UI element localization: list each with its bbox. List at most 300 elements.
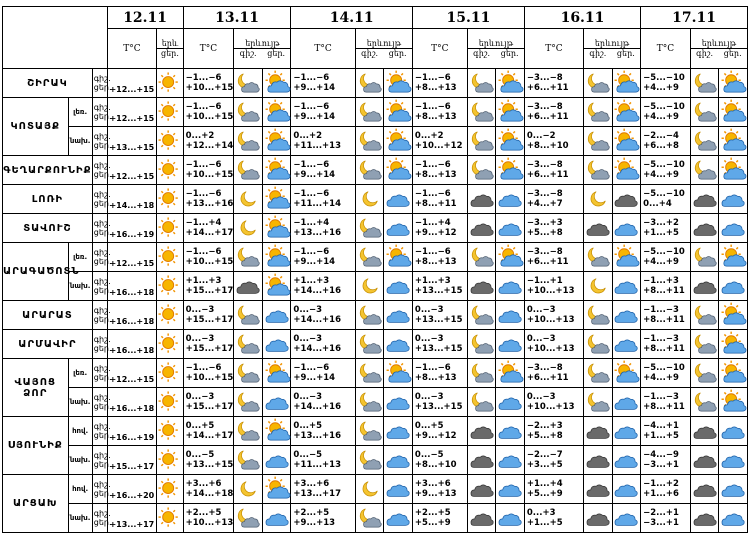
temp-value: −1...+2 +1...+6	[641, 475, 691, 504]
moon-cloud-icon	[234, 98, 263, 127]
region-name: ԱՐԱՐԱՏ	[3, 301, 93, 330]
temp-value: −3...+2 +1...+5	[641, 214, 691, 243]
temp-value: 0...+5 +14...+17	[183, 417, 234, 446]
blue-cloud-icon	[496, 446, 525, 475]
moon-cloud-icon	[467, 243, 496, 272]
region-name: ԿՈՏԱՅՔ	[3, 98, 69, 156]
blue-cloud-icon	[612, 214, 641, 243]
moon-cloud-icon	[355, 446, 384, 475]
moon-cloud-icon	[355, 417, 384, 446]
dark-cloud-icon	[690, 446, 719, 475]
forecast-row	[3, 98, 748, 127]
blue-cloud-icon	[719, 185, 748, 214]
blue-cloud-icon	[262, 330, 291, 359]
blue-cloud-icon	[719, 214, 748, 243]
temp-value: +14...+18	[107, 185, 157, 214]
moon-icon	[355, 185, 384, 214]
blue-cloud-icon	[262, 388, 291, 417]
sun-cloud-icon	[612, 156, 641, 185]
forecast-row	[3, 359, 748, 388]
zone-label: լեռ.	[68, 243, 92, 272]
temp-value: +12...+15	[107, 98, 157, 127]
region-name: ԱՐՑԱԽ	[3, 475, 69, 533]
sun-cloud-icon	[262, 359, 291, 388]
temp-value: −1...−3 +8...+11	[641, 330, 691, 359]
temp-value: 0...+2 +11...+13	[291, 127, 355, 156]
period-label: գիշ. ցեր.	[92, 127, 107, 156]
temp-value: −1...+4 +14...+17	[183, 214, 234, 243]
temp-value: 0...−3 +15...+17	[183, 301, 234, 330]
period-label: գիշ. ցեր.	[92, 446, 107, 475]
forecast-row	[3, 330, 748, 359]
zone-label: նախ.	[68, 272, 92, 301]
period-label: գիշ. ցեր.	[92, 359, 107, 388]
temp-value: −1...−6 +10...+15	[183, 69, 234, 98]
moon-icon	[355, 475, 384, 504]
moon-cloud-icon	[690, 98, 719, 127]
zone-label: հով.	[68, 475, 92, 504]
moon-cloud-icon	[234, 243, 263, 272]
sun-cloud-icon	[262, 417, 291, 446]
moon-cloud-icon	[355, 127, 384, 156]
sun-cloud-icon	[719, 127, 748, 156]
moon-cloud-icon	[234, 504, 263, 533]
temp-value: −5...−10 +4...+9	[641, 69, 691, 98]
sun-cloud-icon	[496, 98, 525, 127]
moon-cloud-icon	[584, 330, 613, 359]
dark-cloud-icon	[690, 185, 719, 214]
temp-value: −1...−6 +8...+13	[412, 98, 467, 127]
moon-cloud-icon	[355, 156, 384, 185]
sun-cloud-icon	[262, 98, 291, 127]
temp-value: −3...−8 +6...+11	[524, 359, 583, 388]
blue-cloud-icon	[496, 475, 525, 504]
temp-value: 0...−2 +8...+10	[524, 127, 583, 156]
temp-header: T°C	[524, 29, 583, 69]
blue-cloud-icon	[612, 388, 641, 417]
period-label: գիշ. ցեր.	[92, 330, 107, 359]
moon-cloud-icon	[690, 359, 719, 388]
temp-value: −1...+4 +9...+12	[412, 214, 467, 243]
sun-cloud-icon	[719, 359, 748, 388]
temp-value: −4...−9 −3...+1	[641, 446, 691, 475]
temp-value: −1...−6 +8...+11	[412, 185, 467, 214]
temp-value: +2...+5 +5...+9	[412, 504, 467, 533]
temp-value: 0...+3 +1...+5	[524, 504, 583, 533]
blue-cloud-icon	[719, 417, 748, 446]
temp-value: +1...+3 +14...+16	[291, 272, 355, 301]
forecast-row	[3, 127, 748, 156]
temp-value: +16...+18	[107, 301, 157, 330]
dark-cloud-icon	[584, 446, 613, 475]
blue-cloud-icon	[384, 446, 413, 475]
moon-cloud-icon	[584, 243, 613, 272]
blue-cloud-icon	[612, 330, 641, 359]
dark-cloud-icon	[234, 272, 263, 301]
temp-value: 0...−3 +14...+16	[291, 301, 355, 330]
sun-icon	[157, 127, 183, 156]
moon-cloud-icon	[584, 359, 613, 388]
forecast-table	[2, 6, 748, 533]
forecast-row	[3, 272, 748, 301]
temp-value: +12...+15	[107, 69, 157, 98]
corner-cell	[3, 7, 108, 69]
moon-cloud-icon	[467, 69, 496, 98]
dark-cloud-icon	[690, 417, 719, 446]
sun-icon	[157, 417, 183, 446]
period-label: գիշ. ցեր.	[92, 272, 107, 301]
temp-value: −3...+3 +5...+8	[524, 214, 583, 243]
blue-cloud-icon	[719, 446, 748, 475]
column-header-row	[3, 29, 748, 69]
sun-icon	[157, 359, 183, 388]
temp-value: +2...+5 +9...+13	[291, 504, 355, 533]
dark-cloud-icon	[690, 214, 719, 243]
blue-cloud-icon	[262, 446, 291, 475]
zone-label: հով.	[68, 417, 92, 446]
moon-cloud-icon	[355, 359, 384, 388]
temp-value: −1...−6 +10...+15	[183, 156, 234, 185]
temp-value: −1...−3 +8...+11	[641, 388, 691, 417]
forecast-row	[3, 214, 748, 243]
moon-cloud-icon	[234, 69, 263, 98]
sun-cloud-icon	[496, 127, 525, 156]
moon-cloud-icon	[690, 301, 719, 330]
moon-icon	[355, 272, 384, 301]
moon-cloud-icon	[584, 127, 613, 156]
blue-cloud-icon	[719, 475, 748, 504]
blue-cloud-icon	[384, 475, 413, 504]
moon-cloud-icon	[467, 156, 496, 185]
date-header: 17.11	[641, 7, 748, 29]
temp-value: 0...−3 +13...+15	[412, 301, 467, 330]
temp-value: 0...−3 +15...+17	[183, 330, 234, 359]
moon-icon	[584, 185, 613, 214]
dark-cloud-icon	[612, 185, 641, 214]
phenomenon-header: երև ցեր.	[157, 29, 183, 69]
moon-cloud-icon	[355, 388, 384, 417]
date-header-row	[3, 7, 748, 29]
temp-value: −3...−8 +6...+11	[524, 98, 583, 127]
blue-cloud-icon	[496, 301, 525, 330]
temp-value: −1...−6 +9...+14	[291, 359, 355, 388]
sun-icon	[157, 330, 183, 359]
sun-icon	[157, 475, 183, 504]
moon-cloud-icon	[584, 69, 613, 98]
temp-value: +12...+15	[107, 243, 157, 272]
phenomenon-header: երևույթ գիշ. ցեր.	[355, 29, 412, 69]
sun-cloud-icon	[262, 243, 291, 272]
period-label: գիշ. ցեր.	[92, 475, 107, 504]
moon-cloud-icon	[584, 301, 613, 330]
temp-value: 0...+2 +12...+14	[183, 127, 234, 156]
zone-label: լեռ.	[68, 98, 92, 127]
dark-cloud-icon	[467, 504, 496, 533]
moon-icon	[234, 185, 263, 214]
moon-cloud-icon	[690, 127, 719, 156]
temp-value: 0...−3 +14...+16	[291, 330, 355, 359]
temp-value: −3...−8 +4...+7	[524, 185, 583, 214]
sun-icon	[157, 214, 183, 243]
moon-cloud-icon	[234, 417, 263, 446]
sun-cloud-icon	[719, 330, 748, 359]
temp-value: −1...+3 +8...+11	[641, 272, 691, 301]
moon-cloud-icon	[234, 127, 263, 156]
moon-cloud-icon	[234, 330, 263, 359]
forecast-row	[3, 475, 748, 504]
temp-value: −3...−8 +6...+11	[524, 69, 583, 98]
temp-value: −1...−6 +9...+14	[291, 156, 355, 185]
zone-label: նախ.	[68, 446, 92, 475]
temp-value: +3...+6 +14...+18	[183, 475, 234, 504]
moon-cloud-icon	[234, 156, 263, 185]
moon-cloud-icon	[584, 156, 613, 185]
blue-cloud-icon	[496, 417, 525, 446]
temp-value: 0...−3 +13...+15	[412, 330, 467, 359]
sun-cloud-icon	[496, 156, 525, 185]
period-label: գիշ. ցեր.	[92, 243, 107, 272]
sun-cloud-icon	[262, 69, 291, 98]
sun-cloud-icon	[612, 98, 641, 127]
temp-value: +15...+17	[107, 446, 157, 475]
period-label: գիշ. ցեր.	[92, 504, 107, 533]
temp-value: −5...−10 +4...+9	[641, 359, 691, 388]
dark-cloud-icon	[467, 185, 496, 214]
moon-cloud-icon	[467, 388, 496, 417]
temp-value: −1...−6 +10...+15	[183, 98, 234, 127]
sun-icon	[157, 272, 183, 301]
sun-cloud-icon	[262, 272, 291, 301]
temp-value: +3...+6 +13...+17	[291, 475, 355, 504]
moon-cloud-icon	[355, 243, 384, 272]
dark-cloud-icon	[584, 475, 613, 504]
region-name: ՏԱՎՈՒՇ	[3, 214, 93, 243]
dark-cloud-icon	[467, 417, 496, 446]
sun-cloud-icon	[262, 127, 291, 156]
temp-value: −5...−10 0...+4	[641, 185, 691, 214]
moon-cloud-icon	[355, 214, 384, 243]
forecast-row	[3, 185, 748, 214]
period-label: գիշ. ցեր.	[92, 388, 107, 417]
sun-icon	[157, 185, 183, 214]
blue-cloud-icon	[496, 504, 525, 533]
dark-cloud-icon	[467, 475, 496, 504]
sun-icon	[157, 504, 183, 533]
temp-value: −1...+1 +10...+13	[524, 272, 583, 301]
sun-cloud-icon	[612, 359, 641, 388]
period-label: գիշ. ցեր.	[92, 156, 107, 185]
temp-value: −1...−6 +10...+15	[183, 243, 234, 272]
temp-value: 0...−3 +15...+17	[183, 388, 234, 417]
temp-value: 0...+2 +10...+12	[412, 127, 467, 156]
forecast-row	[3, 504, 748, 533]
phenomenon-header: երևույթ գիշ. ցեր.	[690, 29, 747, 69]
moon-cloud-icon	[234, 301, 263, 330]
temp-value: +16...+18	[107, 388, 157, 417]
sun-icon	[157, 446, 183, 475]
sun-cloud-icon	[719, 243, 748, 272]
zone-label: նախ.	[68, 504, 92, 533]
moon-cloud-icon	[355, 301, 384, 330]
moon-cloud-icon	[584, 388, 613, 417]
temp-value: −2...−7 +3...+5	[524, 446, 583, 475]
temp-value: +12...+15	[107, 156, 157, 185]
moon-cloud-icon	[355, 98, 384, 127]
phenomenon-header: երևույթ գիշ. ցեր.	[234, 29, 291, 69]
forecast-row	[3, 388, 748, 417]
sun-cloud-icon	[612, 243, 641, 272]
moon-cloud-icon	[355, 504, 384, 533]
period-label: գիշ. ցեր.	[92, 301, 107, 330]
date-header: 16.11	[524, 7, 640, 29]
moon-cloud-icon	[690, 330, 719, 359]
temp-value: 0...−5 +8...+10	[412, 446, 467, 475]
region-name: ՍՅՈՒՆԻՔ	[3, 417, 69, 475]
sun-cloud-icon	[384, 243, 413, 272]
temp-value: −1...−3 +8...+11	[641, 301, 691, 330]
period-label: գիշ. ցեր.	[92, 417, 107, 446]
date-header: 14.11	[291, 7, 413, 29]
temp-value: −2...+1 −3...+1	[641, 504, 691, 533]
temp-value: −1...−6 +13...+16	[183, 185, 234, 214]
sun-cloud-icon	[719, 156, 748, 185]
region-name: ԼՈՌԻ	[3, 185, 93, 214]
sun-cloud-icon	[384, 156, 413, 185]
temp-value: +16...+18	[107, 330, 157, 359]
temp-value: +13...+15	[107, 127, 157, 156]
date-header: 15.11	[412, 7, 524, 29]
sun-cloud-icon	[719, 388, 748, 417]
forecast-row	[3, 301, 748, 330]
period-label: գիշ. ցեր.	[92, 98, 107, 127]
temp-value: +16...+19	[107, 214, 157, 243]
moon-cloud-icon	[467, 359, 496, 388]
moon-cloud-icon	[355, 330, 384, 359]
blue-cloud-icon	[612, 446, 641, 475]
sun-cloud-icon	[384, 98, 413, 127]
temp-value: +3...+6 +9...+13	[412, 475, 467, 504]
temp-value: −1...−6 +9...+14	[291, 69, 355, 98]
temp-value: 0...−5 +13...+15	[183, 446, 234, 475]
moon-cloud-icon	[234, 359, 263, 388]
sun-cloud-icon	[262, 156, 291, 185]
sun-icon	[157, 69, 183, 98]
moon-cloud-icon	[467, 127, 496, 156]
dark-cloud-icon	[467, 446, 496, 475]
temp-value: −1...−6 +8...+13	[412, 156, 467, 185]
temp-value: −1...−6 +8...+13	[412, 243, 467, 272]
temp-value: 0...−3 +13...+15	[412, 388, 467, 417]
temp-value: −1...+4 +13...+16	[291, 214, 355, 243]
phenomenon-header: երևույթ գիշ. ցեր.	[584, 29, 641, 69]
period-label: գիշ. ցեր.	[92, 214, 107, 243]
dark-cloud-icon	[690, 272, 719, 301]
temp-header: T°C	[641, 29, 691, 69]
phenomenon-header: երևույթ գիշ. ցեր.	[467, 29, 524, 69]
temp-value: −1...−6 +10...+15	[183, 359, 234, 388]
sun-cloud-icon	[384, 69, 413, 98]
blue-cloud-icon	[496, 214, 525, 243]
sun-cloud-icon	[612, 127, 641, 156]
sun-cloud-icon	[384, 127, 413, 156]
blue-cloud-icon	[496, 272, 525, 301]
moon-cloud-icon	[234, 446, 263, 475]
dark-cloud-icon	[584, 214, 613, 243]
temp-value: −1...−6 +9...+14	[291, 243, 355, 272]
blue-cloud-icon	[496, 185, 525, 214]
temp-value: −5...−10 +4...+9	[641, 243, 691, 272]
moon-cloud-icon	[467, 98, 496, 127]
sun-icon	[157, 301, 183, 330]
forecast-row	[3, 156, 748, 185]
dark-cloud-icon	[584, 504, 613, 533]
temp-header: T°C	[107, 29, 157, 69]
blue-cloud-icon	[262, 504, 291, 533]
blue-cloud-icon	[612, 504, 641, 533]
temp-value: −1...−6 +8...+13	[412, 359, 467, 388]
moon-icon	[234, 475, 263, 504]
forecast-row	[3, 69, 748, 98]
sun-icon	[157, 243, 183, 272]
sun-cloud-icon	[612, 69, 641, 98]
period-label: գիշ. ցեր.	[92, 69, 107, 98]
blue-cloud-icon	[384, 388, 413, 417]
moon-cloud-icon	[467, 330, 496, 359]
temp-value: +12...+15	[107, 359, 157, 388]
temp-header: T°C	[291, 29, 355, 69]
moon-cloud-icon	[690, 388, 719, 417]
blue-cloud-icon	[612, 272, 641, 301]
dark-cloud-icon	[584, 417, 613, 446]
temp-value: 0...−3 +14...+16	[291, 388, 355, 417]
temp-value: +16...+19	[107, 417, 157, 446]
temp-value: +13...+17	[107, 504, 157, 533]
blue-cloud-icon	[612, 475, 641, 504]
temp-value: −4...+1 +1...+5	[641, 417, 691, 446]
date-header: 13.11	[183, 7, 291, 29]
temp-value: −1...−6 +11...+14	[291, 185, 355, 214]
temp-value: −1...−6 +9...+14	[291, 98, 355, 127]
sun-cloud-icon	[496, 69, 525, 98]
sun-cloud-icon	[262, 475, 291, 504]
dark-cloud-icon	[467, 272, 496, 301]
sun-icon	[157, 156, 183, 185]
sun-cloud-icon	[262, 214, 291, 243]
blue-cloud-icon	[384, 330, 413, 359]
moon-cloud-icon	[690, 243, 719, 272]
temp-value: −5...−10 +4...+9	[641, 156, 691, 185]
forecast-row	[3, 417, 748, 446]
temp-value: −3...−8 +6...+11	[524, 156, 583, 185]
temp-value: −1...−6 +8...+13	[412, 69, 467, 98]
temp-value: +1...+3 +13...+15	[412, 272, 467, 301]
sun-icon	[157, 98, 183, 127]
zone-label: նախ.	[68, 388, 92, 417]
moon-icon	[234, 214, 263, 243]
temp-value: +16...+20	[107, 475, 157, 504]
region-name: ՎԱՅՈՑ ՁՈՐ	[3, 359, 69, 417]
forecast-row	[3, 243, 748, 272]
temp-value: −5...−10 +4...+9	[641, 98, 691, 127]
temp-value: 0...+5 +9...+12	[412, 417, 467, 446]
sun-cloud-icon	[719, 98, 748, 127]
region-name: ԱՐԱԳԱԾՈՏՆ	[3, 243, 69, 301]
region-name: ՇԻՐԱԿ	[3, 69, 93, 98]
sun-cloud-icon	[262, 185, 291, 214]
forecast-row	[3, 446, 748, 475]
temp-value: +2...+5 +10...+13	[183, 504, 234, 533]
blue-cloud-icon	[384, 417, 413, 446]
